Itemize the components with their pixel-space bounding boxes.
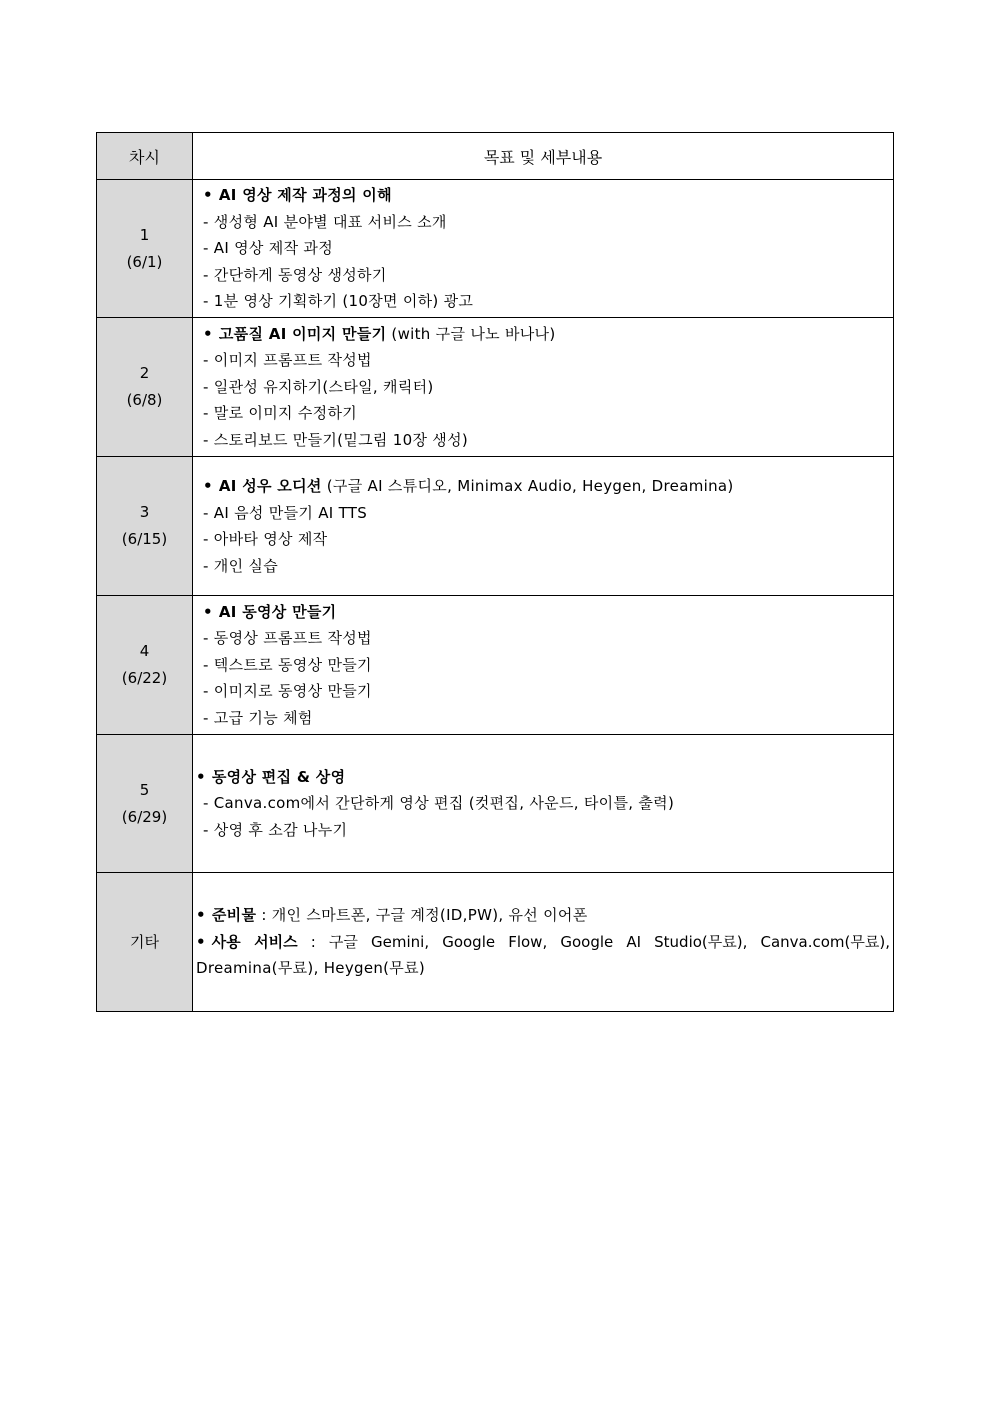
misc-label: 기타 [130,932,159,951]
session-title [193,599,893,626]
bullet-mark: • [203,602,213,621]
session-cell [97,873,193,1012]
table-header-row [97,133,894,180]
prep-text: : 개인 스마트폰, 구글 계정(ID,PW), 유선 이어폰 [256,906,588,925]
list-item: - AI 영상 제작 과정 [203,239,334,258]
session-date: (6/1) [126,252,163,271]
table-row [97,457,894,596]
list-item: - 말로 이미지 수정하기 [203,404,358,423]
header-content: 목표 및 세부내용 [193,133,894,180]
content-cell [193,318,894,457]
bullet-mark: • [203,324,213,343]
bullet-mark: • [203,186,213,205]
session-title-text: AI 영상 제작 과정의 이해 [218,186,392,205]
session-title [193,473,893,500]
session-date: (6/29) [121,807,168,826]
session-cell [97,457,193,596]
header-session: 차시 [97,133,193,180]
session-title-text: AI 동영상 만들기 [218,602,337,621]
list-item: - 상영 후 소감 나누기 [203,820,348,839]
content-cell [193,735,894,873]
table-row [97,873,894,1012]
session-number: 2 [139,364,150,382]
table-row [97,318,894,457]
session-title-note: (구글 AI 스튜디오, Minimax Audio, Heygen, Dreamina) [321,477,734,495]
session-number: 1 [139,225,150,244]
table-row [97,180,894,318]
service-text-line1: : 구글 Gemini, Google Flow, Google AI Studio(무료), Canva.com(무료), [297,932,890,951]
bullet-mark: • [196,767,206,786]
bullet-mark: • [196,906,206,925]
session-cell [97,318,193,457]
table-row [97,596,894,735]
service-line [193,929,893,956]
session-title-text: 동영상 편집 & 상영 [211,767,346,786]
content-cell [193,457,894,596]
session-date: (6/22) [121,669,168,687]
list-item: - 동영상 프롬프트 작성법 [203,629,372,648]
prep-line [193,902,893,929]
session-title [193,764,893,791]
list-item: - 스토리보드 만들기(밑그림 10장 생성) [203,430,469,449]
session-title-text: AI 성우 오디션 [218,477,322,495]
session-number: 5 [139,780,150,799]
content-cell [193,873,894,1012]
session-date: (6/8) [126,391,163,409]
table-row [97,735,894,873]
session-date: (6/15) [121,530,168,548]
list-item: - 생성형 AI 분야별 대표 서비스 소개 [203,212,447,231]
list-item: - 개인 실습 [203,556,279,575]
list-item: - 이미지로 동영상 만들기 [203,682,372,701]
session-cell [97,735,193,873]
list-item: - 이미지 프롬프트 작성법 [203,351,372,370]
list-item: - 아바타 영상 제작 [203,530,328,548]
session-cell [97,596,193,735]
list-item: - 간단하게 동영상 생성하기 [203,265,387,284]
list-item: - Canva.com에서 간단하게 영상 편집 (컷편집, 사운드, 타이틀, 출력) [203,794,675,813]
prep-label: 준비물 [211,906,257,925]
session-title [193,182,893,209]
service-label: 사용 서비스 [211,932,298,951]
list-item: - 1분 영상 기획하기 (10장면 이하) 광고 [203,292,474,311]
list-item: - AI 음성 만들기 AI TTS [203,503,368,522]
session-title-note: (with 구글 나노 바나나) [386,324,556,343]
session-title [193,321,893,348]
list-item: - 고급 기능 체험 [203,708,313,727]
content-cell [193,180,894,318]
list-item: - 일관성 유지하기(스타일, 캐릭터) [203,377,434,396]
session-cell [97,180,193,318]
content-cell [193,596,894,735]
list-item: - 텍스트로 동영상 만들기 [203,655,372,674]
session-title-text: 고품질 AI 이미지 만들기 [218,324,387,343]
service-line-continued: Dreamina(무료), Heygen(무료) [196,959,426,978]
bullet-mark: • [203,477,213,495]
session-number: 3 [139,503,150,521]
bullet-mark: • [196,932,206,951]
session-number: 4 [139,642,150,660]
course-schedule-table [96,132,894,1012]
